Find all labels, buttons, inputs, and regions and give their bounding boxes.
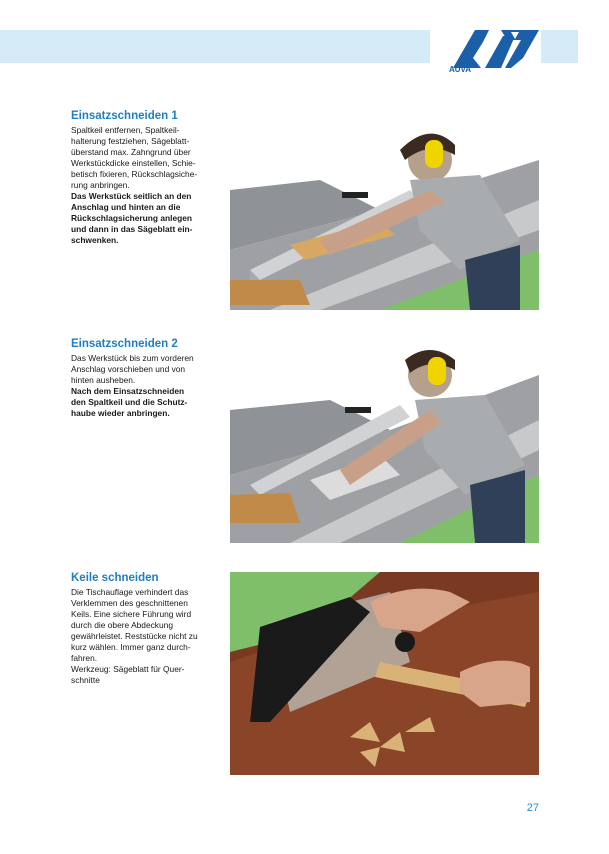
section-einsatzschneiden-2 (71, 338, 219, 419)
logo-text: AUVA (449, 65, 472, 74)
header-band-right (538, 30, 578, 63)
section-body: Die Tischauflage verhindert das Verklemmen des geschnittenen Keils. Eine sichere Führung wird durch die obere Abdeckung gewährleistet. Reststücke nicht zu kurz wählen. Immer ganz durch- fahren. Werkzeug: Sägeblatt für Quer- schnitte (71, 587, 198, 685)
header-band-left (0, 30, 430, 63)
page-number: 27 (526, 802, 539, 814)
section-instruction: Das Werkstück seitlich an den Anschlag und hinten an die Rückschlagsicherung anlegen und dann in das Sägeblatt ein- schwenken. (71, 191, 193, 245)
photo-keile-schneiden (230, 572, 539, 775)
photo-einsatzschneiden-1 (230, 120, 539, 310)
section-einsatzschneiden-1 (71, 110, 219, 246)
section-title: Keile schneiden (71, 572, 159, 584)
section-title: Einsatzschneiden 1 (71, 110, 178, 122)
section-title: Einsatzschneiden 2 (71, 338, 178, 350)
section-body: Spaltkeil entfernen, Spaltkeil- halterung festziehen, Sägeblatt- überstand max. Zahngrund über Werkstückdicke einstellen, Schie- betisch fixieren, Rückschlagsiche- rung anbringen. (71, 125, 198, 190)
auva-logo (445, 26, 541, 74)
section-instruction: Nach dem Einsatzschneiden den Spaltkeil und die Schutz- haube wieder anbringen. (71, 386, 188, 418)
section-body: Das Werkstück bis zum vorderen Anschlag vorschieben und von hinten ausheben. (71, 353, 194, 385)
photo-einsatzschneiden-2 (230, 345, 539, 543)
section-keile-schneiden (71, 572, 219, 686)
